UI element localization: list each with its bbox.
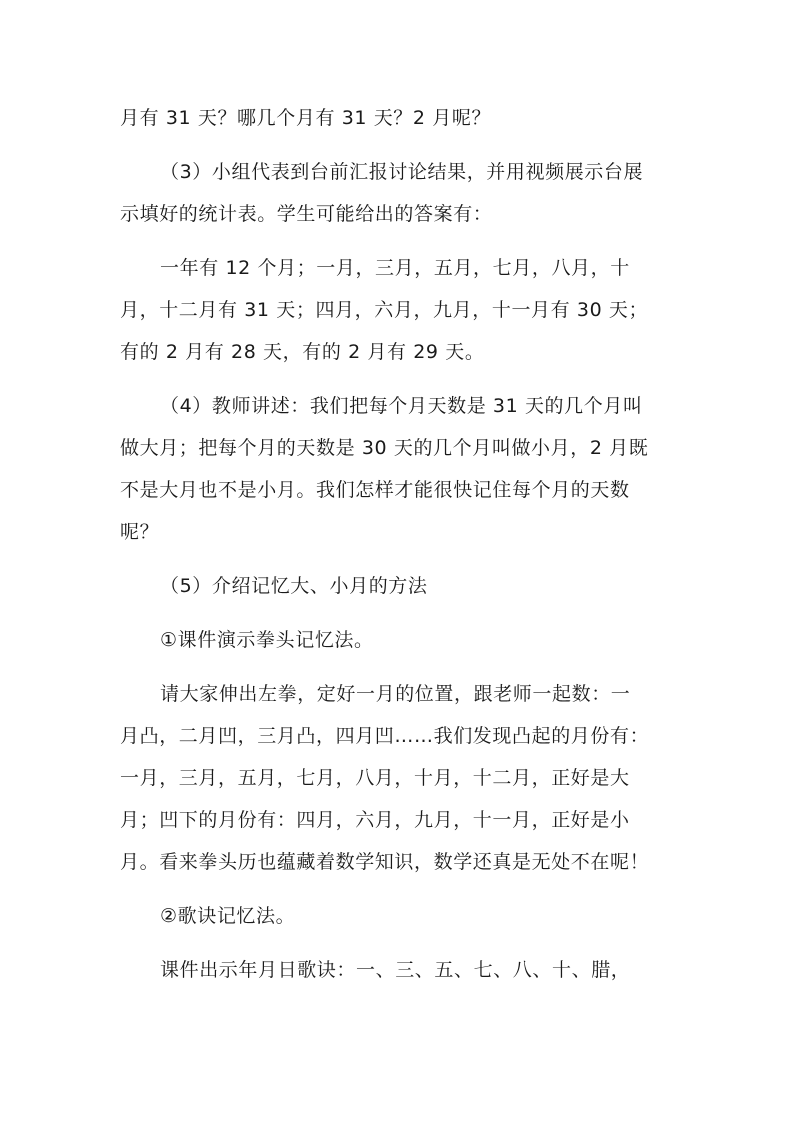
fist-method-line-3: 一月，三月，五月，七月，八月，十月，十二月，正好是大 (120, 767, 630, 789)
paragraph-4-line-3: 不是大月也不是小月。我们怎样才能很快记住每个月的天数 (120, 479, 630, 501)
answer-line-1: 一年有 12 个月；一月，三月，五月，七月，八月，十 (160, 257, 630, 279)
paragraph-4-line-2: 做大月；把每个月的天数是 30 天的几个月叫做小月，2 月既 (120, 437, 649, 459)
method-2-heading: ②歌诀记忆法。 (160, 905, 296, 927)
paragraph-5-heading: （5）介绍记忆大、小月的方法 (160, 575, 428, 597)
fist-method-line-5: 月。看来拳头历也蕴藏着数学知识，数学还真是无处不在呢！ (120, 851, 650, 873)
paragraph-3-line-2: 示填好的统计表。学生可能给出的答案有： (120, 203, 493, 225)
answer-line-2: 月，十二月有 31 天；四月，六月，九月，十一月有 30 天； (120, 299, 649, 321)
fist-method-line-4: 月；凹下的月份有：四月，六月，九月，十一月，正好是小 (120, 809, 630, 831)
text-line: 月有 31 天？哪几个月有 31 天？2 月呢？ (120, 107, 492, 129)
paragraph-3-line-1: （3）小组代表到台前汇报讨论结果，并用视频展示台展 (160, 161, 644, 183)
answer-line-3: 有的 2 月有 28 天，有的 2 月有 29 天。 (120, 341, 485, 363)
method-1-heading: ①课件演示拳头记忆法。 (160, 629, 374, 651)
paragraph-4-line-4: 呢？ (120, 521, 160, 543)
fist-method-line-2: 月凸，二月凹，三月凸，四月凹……我们发现凸起的月份有： (120, 725, 650, 747)
rhyme-line-1: 课件出示年月日歌诀：一、三、五、七、八、十、腊， (160, 959, 631, 981)
paragraph-4-line-1: （4）教师讲述：我们把每个月天数是 31 天的几个月叫 (160, 395, 643, 417)
fist-method-line-1: 请大家伸出左拳，定好一月的位置，跟老师一起数：一 (160, 683, 631, 705)
